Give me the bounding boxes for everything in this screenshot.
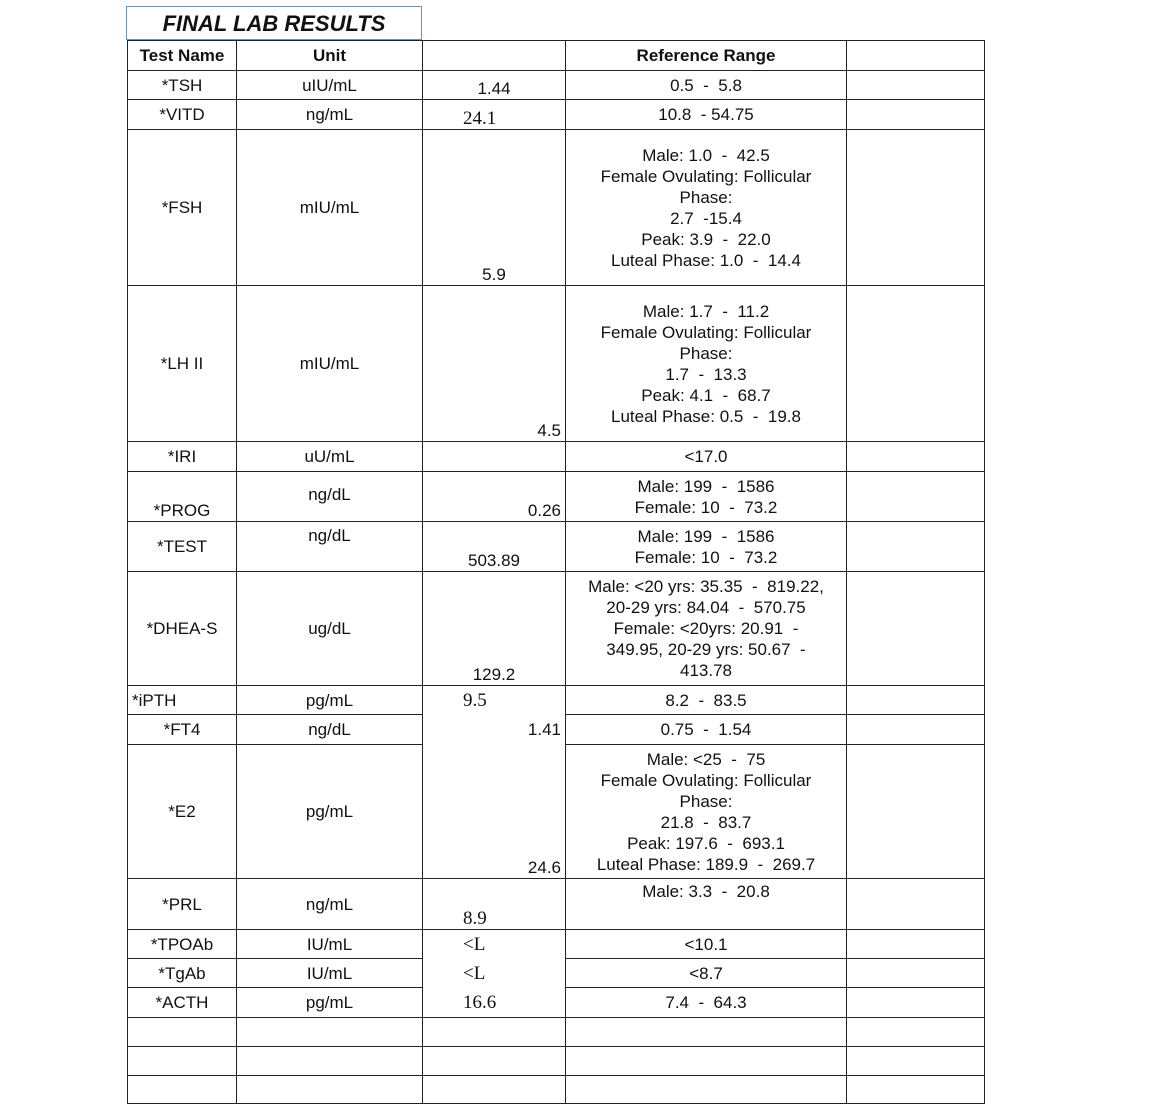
reference-range-line: Phase: xyxy=(679,791,733,811)
unit-cell: pg/mL xyxy=(237,988,423,1018)
flag-cell xyxy=(847,572,985,686)
unit-cell: pg/mL xyxy=(237,745,423,879)
test-name-cell: *TgAb xyxy=(128,959,237,988)
reference-range-line: Phase: xyxy=(679,343,733,363)
result-cell xyxy=(423,572,566,686)
table-row xyxy=(128,442,985,472)
reference-range-line: Female Ovulating: Follicular xyxy=(600,322,812,342)
empty-cell xyxy=(128,1047,237,1076)
test-name-cell: *IRI xyxy=(128,442,237,472)
flag-cell xyxy=(847,522,985,572)
result-cell xyxy=(423,472,566,522)
result-value: 0.26 xyxy=(527,501,561,520)
reference-range-line: Male: <25 - 75 xyxy=(646,749,766,769)
reference-range-cell xyxy=(566,522,847,572)
reference-range-line: Male: 199 - 1586 xyxy=(637,526,775,546)
header-reference-range: Reference Range xyxy=(566,41,847,71)
empty-cell xyxy=(566,1018,847,1047)
test-name-cell: *PRL xyxy=(128,879,237,930)
empty-row xyxy=(128,1018,985,1047)
test-name-cell: *iPTH xyxy=(128,686,237,715)
unit-cell: IU/mL xyxy=(237,930,423,959)
result-value: 9.5 xyxy=(463,689,487,711)
header-flag xyxy=(847,41,985,71)
reference-range-line: 21.8 - 83.7 xyxy=(660,812,752,832)
reference-range-cell xyxy=(566,71,847,100)
reference-range-line: <10.1 xyxy=(684,934,728,954)
unit-cell: uU/mL xyxy=(237,442,423,472)
empty-row xyxy=(128,1076,985,1104)
result-value: 24.6 xyxy=(527,858,561,877)
reference-range-cell xyxy=(566,745,847,879)
result-value: 16.6 xyxy=(463,991,497,1013)
test-name-cell: *LH II xyxy=(128,286,237,442)
empty-cell xyxy=(423,1047,566,1076)
result-cell xyxy=(423,522,566,572)
reference-range-line: Female: 10 - 73.2 xyxy=(634,547,778,567)
table-row xyxy=(128,686,985,715)
empty-cell xyxy=(237,1076,423,1104)
reference-range-line: Luteal Phase: 189.9 - 269.7 xyxy=(596,854,816,874)
reference-range-line: 0.5 - 5.8 xyxy=(670,75,742,95)
empty-cell xyxy=(847,1076,985,1104)
unit-cell: ng/mL xyxy=(237,100,423,130)
reference-range-line: Male: 3.3 - 20.8 xyxy=(642,882,770,901)
result-cell xyxy=(423,100,566,130)
test-name-cell: *TEST xyxy=(128,522,237,572)
unit-cell: ng/dL xyxy=(237,472,423,522)
reference-range-cell xyxy=(566,686,847,715)
result-cell xyxy=(423,745,566,879)
result-cell xyxy=(423,715,566,745)
test-name-cell: *FSH xyxy=(128,130,237,286)
reference-range-line: Male: 1.7 - 11.2 xyxy=(642,301,770,321)
report-title-box xyxy=(126,6,422,40)
flag-cell xyxy=(847,130,985,286)
table-row xyxy=(128,71,985,100)
report-title: FINAL LAB RESULTS xyxy=(162,11,386,36)
flag-cell xyxy=(847,988,985,1018)
empty-cell xyxy=(566,1076,847,1104)
reference-range-cell xyxy=(566,100,847,130)
flag-cell xyxy=(847,71,985,100)
unit-cell: mIU/mL xyxy=(237,130,423,286)
table-row xyxy=(128,745,985,879)
table-row xyxy=(128,100,985,130)
lab-results-table xyxy=(127,40,985,1104)
reference-range-line: <17.0 xyxy=(684,447,728,466)
reference-range-line: Female: <20yrs: 20.91 - xyxy=(613,619,799,638)
test-name-cell: *DHEA-S xyxy=(128,572,237,686)
reference-range-line: 349.95, 20-29 yrs: 50.67 - xyxy=(606,640,806,659)
test-name-cell: *PROG xyxy=(128,472,237,522)
reference-range-line: <8.7 xyxy=(689,963,723,983)
result-value: <L xyxy=(463,933,486,955)
unit-cell: uIU/mL xyxy=(237,71,423,100)
result-cell xyxy=(423,879,566,930)
reference-range-cell xyxy=(566,715,847,745)
unit-cell: ng/dL xyxy=(237,715,423,745)
table-row xyxy=(128,959,985,988)
unit-cell: IU/mL xyxy=(237,959,423,988)
reference-range-cell xyxy=(566,442,847,472)
table-row xyxy=(128,988,985,1018)
flag-cell xyxy=(847,745,985,879)
empty-cell xyxy=(128,1018,237,1047)
reference-range-cell xyxy=(566,286,847,442)
reference-range-line: 1.7 - 13.3 xyxy=(665,364,747,384)
result-value: 4.5 xyxy=(537,421,561,440)
table-row xyxy=(128,286,985,442)
result-value: <L xyxy=(463,962,486,984)
result-cell xyxy=(423,959,566,988)
result-value: 129.2 xyxy=(472,665,516,684)
reference-range-cell xyxy=(566,572,847,686)
reference-range-line: Peak: 3.9 - 22.0 xyxy=(641,229,771,249)
empty-cell xyxy=(423,1018,566,1047)
test-name-cell: *VITD xyxy=(128,100,237,130)
reference-range-line: Male: 199 - 1586 xyxy=(637,476,775,496)
table-row xyxy=(128,522,985,572)
reference-range-line: Male: <20 yrs: 35.35 - 819.22, xyxy=(588,577,824,596)
table-row xyxy=(128,879,985,930)
test-name-cell: *E2 xyxy=(128,745,237,879)
reference-range-line: Female Ovulating: Follicular xyxy=(600,166,812,186)
flag-cell xyxy=(847,879,985,930)
reference-range-cell xyxy=(566,930,847,959)
empty-cell xyxy=(847,1018,985,1047)
result-cell xyxy=(423,71,566,100)
reference-range-line: Phase: xyxy=(679,187,733,207)
table-row xyxy=(128,930,985,959)
reference-range-cell xyxy=(566,879,847,930)
reference-range-cell xyxy=(566,988,847,1018)
result-cell xyxy=(423,686,566,715)
flag-cell xyxy=(847,442,985,472)
empty-cell xyxy=(423,1076,566,1104)
reference-range-line: 7.4 - 64.3 xyxy=(665,993,747,1012)
result-value: 1.41 xyxy=(527,720,561,739)
test-name-cell: *TSH xyxy=(128,71,237,100)
reference-range-line: 0.75 - 1.54 xyxy=(660,720,752,739)
header-result xyxy=(423,41,566,71)
table-row xyxy=(128,572,985,686)
flag-cell xyxy=(847,715,985,745)
reference-range-line: 8.2 - 83.5 xyxy=(665,690,747,710)
table-row xyxy=(128,472,985,522)
reference-range-line: 413.78 xyxy=(680,661,732,680)
result-cell xyxy=(423,988,566,1018)
test-name-cell: *FT4 xyxy=(128,715,237,745)
empty-row xyxy=(128,1047,985,1076)
result-cell xyxy=(423,442,566,472)
table-row xyxy=(128,715,985,745)
empty-cell xyxy=(847,1047,985,1076)
flag-cell xyxy=(847,472,985,522)
result-cell xyxy=(423,286,566,442)
result-value: 5.9 xyxy=(482,265,506,284)
reference-range-line: Male: 1.0 - 42.5 xyxy=(642,145,770,165)
reference-range-cell xyxy=(566,472,847,522)
reference-range-line: Peak: 197.6 - 693.1 xyxy=(627,833,785,853)
empty-cell xyxy=(566,1047,847,1076)
flag-cell xyxy=(847,286,985,442)
flag-cell xyxy=(847,930,985,959)
result-value: 503.89 xyxy=(468,551,520,570)
reference-range-line: 10.8 - 54.75 xyxy=(658,105,754,124)
result-value: 8.9 xyxy=(463,908,487,929)
reference-range-cell xyxy=(566,130,847,286)
unit-cell: pg/mL xyxy=(237,686,423,715)
empty-cell xyxy=(237,1047,423,1076)
unit-cell: mIU/mL xyxy=(237,286,423,442)
header-unit: Unit xyxy=(237,41,423,71)
reference-range-cell xyxy=(566,959,847,988)
unit-cell: ug/dL xyxy=(237,572,423,686)
reference-range-line: Female Ovulating: Follicular xyxy=(600,770,812,790)
reference-range-line: Luteal Phase: 0.5 - 19.8 xyxy=(611,406,801,426)
flag-cell xyxy=(847,100,985,130)
reference-range-line: Female: 10 - 73.2 xyxy=(634,497,778,517)
test-name-cell: *TPOAb xyxy=(128,930,237,959)
table-row xyxy=(128,130,985,286)
result-value: 24.1 xyxy=(463,108,497,129)
unit-cell: ng/dL xyxy=(237,522,423,572)
empty-cell xyxy=(237,1018,423,1047)
reference-range-line: 2.7 -15.4 xyxy=(670,208,742,228)
flag-cell xyxy=(847,686,985,715)
result-value: 1.44 xyxy=(477,79,511,98)
flag-cell xyxy=(847,959,985,988)
unit-cell: ng/mL xyxy=(237,879,423,930)
result-cell xyxy=(423,130,566,286)
reference-range-line: Peak: 4.1 - 68.7 xyxy=(641,385,771,405)
test-name-cell: *ACTH xyxy=(128,988,237,1018)
reference-range-line: Luteal Phase: 1.0 - 14.4 xyxy=(611,250,801,270)
empty-cell xyxy=(128,1076,237,1104)
header-row xyxy=(128,41,985,71)
result-cell xyxy=(423,930,566,959)
header-test-name: Test Name xyxy=(128,41,237,71)
reference-range-line: 20-29 yrs: 84.04 - 570.75 xyxy=(606,598,806,617)
